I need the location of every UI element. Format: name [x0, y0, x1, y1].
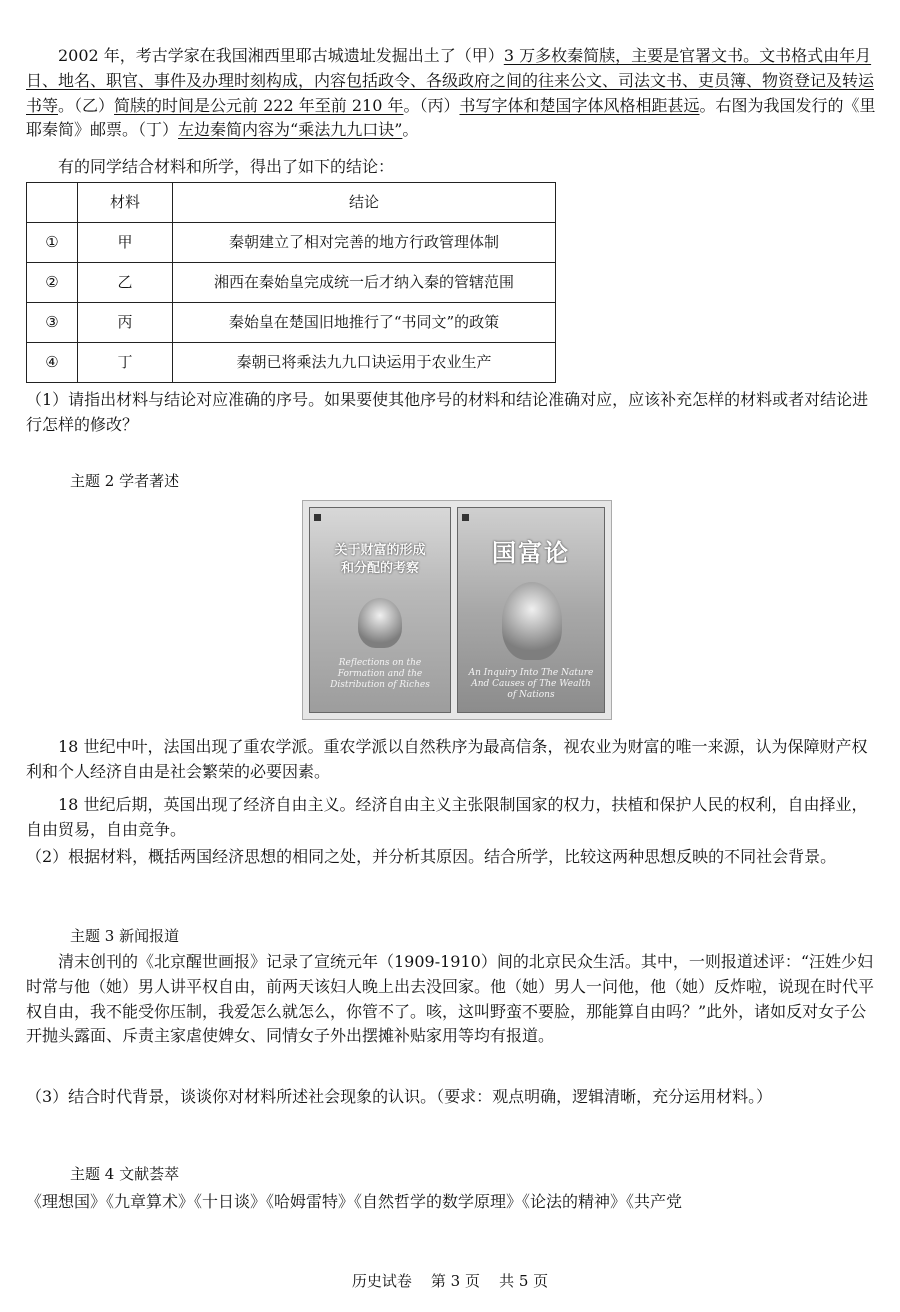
book-cover-right: [457, 507, 605, 713]
text-segment: 。（丙）: [403, 95, 460, 115]
question-3: （3）结合时代背景，谈谈你对材料所述社会现象的认识。（要求：观点明确，逻辑清晰，充分运用材料。）: [26, 1087, 773, 1106]
table-cell: ①: [27, 223, 78, 263]
book-left-title-line2: 和分配的考察: [340, 561, 419, 577]
table-header-row: [27, 183, 556, 223]
underlined-segment-yi: 简牍的时间是公元前 222 年至前 210 年: [114, 95, 404, 115]
portrait-image: [358, 598, 402, 648]
book-right-english-title: An Inquiry Into The Nature And Causes of The Wealth of Nations: [468, 668, 594, 700]
text-segment: 。（乙）: [58, 95, 115, 115]
table-cell: 丁: [78, 343, 173, 383]
page-footer: 历史试卷 第 3 页 共 5 页: [351, 1272, 549, 1290]
table-cell: ②: [27, 263, 78, 303]
book-left-english-title: Reflections on the Formation and the Distribution of Riches: [330, 658, 430, 690]
topic4-line: 《理想国》《九章算术》《十日谈》《哈姆雷特》《自然哲学的数学原理》《论法的精神》《共产党: [26, 1192, 683, 1211]
book-covers-image: [302, 500, 612, 720]
book-right-title: 国富论: [492, 538, 570, 567]
table-cell: 乙: [78, 263, 173, 303]
book-cover-left: [309, 507, 451, 713]
table-header-cell: 结论: [173, 183, 556, 223]
conclusion-table: [26, 182, 556, 383]
table-row: [27, 343, 556, 383]
topic1-paragraph: [26, 44, 876, 143]
text-segment: 2002 年，考古学家在我国湘西里耶古城遗址发掘出土了（甲）: [58, 46, 504, 65]
publisher-logo-icon: [314, 514, 321, 521]
text-segment: 。右图为我国发行的《里耶秦简》邮票。（丁）: [26, 95, 876, 140]
publisher-logo-icon: [462, 514, 469, 521]
table-row: [27, 223, 556, 263]
book-left-title-line1: 关于财富的形成: [334, 543, 426, 558]
table-cell: 甲: [78, 223, 173, 263]
table-header-cell: 材料: [78, 183, 173, 223]
question-1: （1）请指出材料与结论对应准确的序号。如果要使其他序号的材料和结论准确对应，应该补充怎样的材料或者对结论进行怎样的修改？: [26, 390, 869, 434]
table-cell: 丙: [78, 303, 173, 343]
topic4-heading: 主题 4 文献荟萃: [70, 1165, 180, 1183]
topic3-paragraph: 清末创刊的《北京醒世画报》记录了宣统元年（1909-1910）间的北京民众生活。其中，一则报道述评：“汪姓少妇时常与他（她）男人讲平权自由，前两天该妇人晚上出去没回家。他（她）男人一问他，他（她）反炸啦，说现在时代平权自由，我不能受你压制，我爱怎么就怎么，你管不了。咳，这叫野蛮不要脸，那能算自由吗？”此外，诸如反对女子公开抛头露面、斥责主家虐使婢女、同情女子外出摆摊补贴家用等均有报道。: [26, 952, 875, 1046]
portrait-image: [502, 582, 562, 660]
underlined-segment-jia: 3 万多枚秦简牍，主要是官署文书。文书格式由年月日、地名、职官、事件及办理时刻构成，内容包括政令、各级政府之间的往来公文、司法文书、吏员簿、物资登记及转运书等: [26, 46, 875, 115]
topic1-intro-line: 有的同学结合材料和所学，得出了如下的结论：: [58, 157, 395, 176]
book-left-title: [310, 542, 450, 578]
table-cell: 湘西在秦始皇完成统一后才纳入秦的管辖范围: [173, 263, 556, 303]
underlined-segment-bing: 书写字体和楚国字体风格相距甚远: [459, 95, 700, 115]
underlined-segment-ding: 左边秦简内容为“乘法九九口诀”: [178, 120, 403, 140]
topic2-paragraph-1: 18 世纪中叶，法国出现了重农学派。重农学派以自然秩序为最高信条，视农业为财富的唯一来源，认为保障财产权利和个人经济自由是社会繁荣的必要因素。: [26, 737, 868, 781]
topic2-paragraph-2: 18 世纪后期，英国出现了经济自由主义。经济自由主义主张限制国家的权力，扶植和保护人民的权利，自由择业，自由贸易，自由竞争。: [26, 795, 868, 839]
table-cell: ④: [27, 343, 78, 383]
text-segment: 。: [402, 120, 419, 140]
table-cell: ③: [27, 303, 78, 343]
table-cell: 秦朝建立了相对完善的地方行政管理体制: [173, 223, 556, 263]
table-row: [27, 303, 556, 343]
topic3-heading: 主题 3 新闻报道: [70, 927, 180, 945]
table-row: [27, 263, 556, 303]
table-cell: 秦始皇在楚国旧地推行了“书同文”的政策: [173, 303, 556, 343]
table-cell: 秦朝已将乘法九九口诀运用于农业生产: [173, 343, 556, 383]
topic2-heading: 主题 2 学者著述: [70, 472, 180, 490]
question-2: （2）根据材料，概括两国经济思想的相同之处，并分析其原因。结合所学，比较这两种思想反映的不同社会背景。: [26, 847, 837, 866]
table-header-cell: [27, 183, 78, 223]
